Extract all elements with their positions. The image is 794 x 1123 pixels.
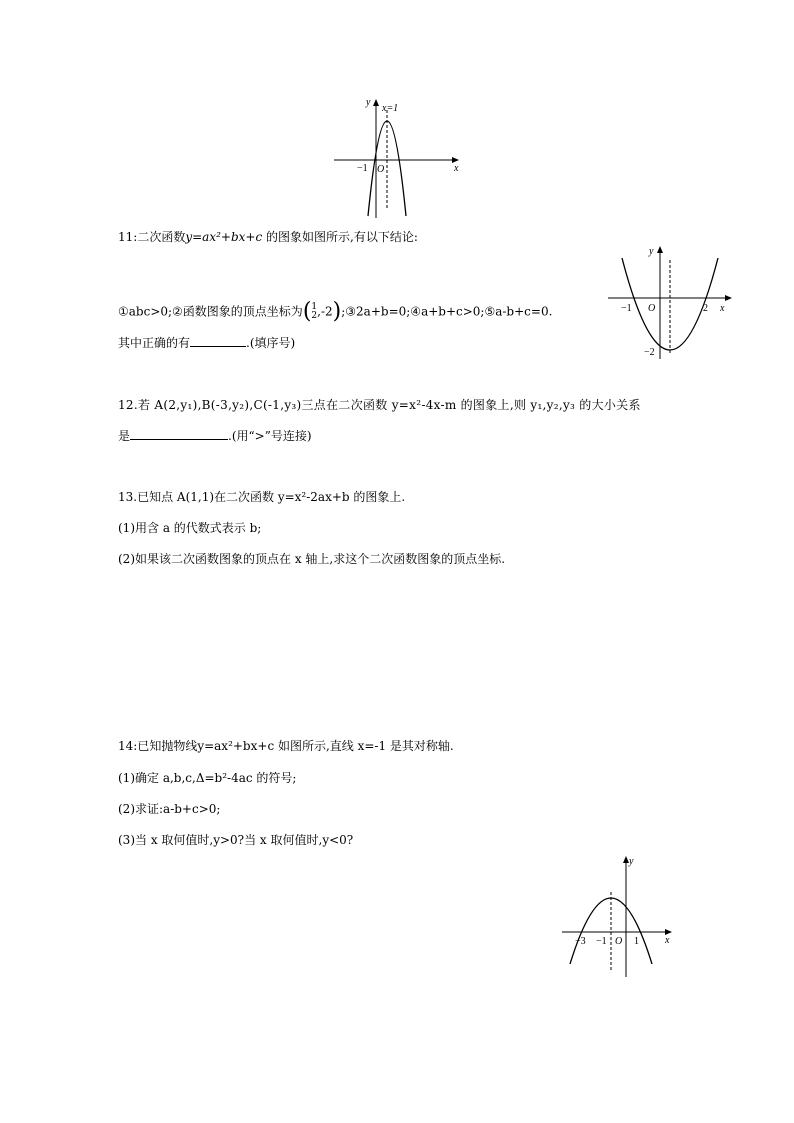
q11-line2 — [118, 299, 553, 324]
q12-answer-blank[interactable] — [130, 427, 228, 440]
q12-prefix: 是 — [118, 429, 131, 443]
origin-label: O — [377, 164, 385, 175]
q14-line3 — [118, 801, 220, 817]
tick-minus1: −1 — [596, 936, 607, 947]
tick-2: 2 — [703, 303, 708, 314]
q11-answer-blank[interactable] — [190, 334, 246, 347]
frac-num: 1 — [311, 302, 318, 312]
tick-minus1: −1 — [621, 303, 632, 314]
q13-stem: 13.已知点 A(1,1)在二次函数 y=x²-2ax+b 的图象上. — [118, 490, 406, 504]
symmetry-label: x=1 — [382, 103, 399, 114]
paren-close: ) — [332, 299, 342, 324]
y-label: y — [629, 856, 634, 867]
q11-line3 — [118, 334, 295, 351]
paren-open: ( — [302, 299, 312, 324]
q11-line1 — [118, 229, 418, 245]
q14-line1 — [118, 738, 454, 754]
q13-line2 — [118, 520, 261, 536]
q13-part2: (2)如果该二次函数图象的顶点在 x 轴上,求这个二次函数图象的顶点坐标. — [118, 552, 506, 566]
top-parabola-figure — [332, 96, 467, 221]
q11-answer-prefix: 其中正确的有 — [118, 336, 191, 350]
q14-line4 — [118, 832, 353, 848]
y-label: y — [649, 246, 654, 257]
q12-suffix: .(用“>”号连接) — [228, 429, 312, 443]
y-axis-arrow — [373, 99, 379, 106]
q11-prefix: 11:二次函数 — [118, 230, 186, 244]
q13-line1 — [118, 489, 405, 505]
y-label: y — [366, 97, 371, 108]
x-label: x — [720, 303, 725, 314]
q14-part3: (3)当 x 取何值时,y>0?当 x 取何值时,y<0? — [118, 833, 354, 847]
q11-parabola-figure — [604, 242, 736, 362]
q14-stem: 14:已知抛物线y=ax²+bx+c 如图所示,直线 x=-1 是其对称轴. — [118, 739, 454, 753]
origin-label: O — [648, 303, 656, 314]
q12-line2 — [118, 427, 312, 444]
y-axis-arrow — [657, 246, 663, 253]
vertex-y: ,-2 — [317, 304, 333, 319]
tick-minus1: −1 — [357, 163, 368, 174]
q14-line2 — [118, 770, 296, 786]
q12-line1 — [118, 397, 641, 413]
tick-minus3: −3 — [575, 936, 586, 947]
q11-suffix: 的图象如图所示,有以下结论: — [262, 230, 418, 244]
tick-minus2: −2 — [644, 347, 655, 358]
q11-s2: ;③2a+b=0;④a+b+c>0;⑤a-b+c=0. — [341, 304, 553, 319]
q11-answer-suffix: .(填序号) — [246, 336, 296, 350]
q11-formula: y=ax²+bx+c — [185, 230, 263, 244]
q13-part1: (1)用含 a 的代数式表示 b; — [118, 521, 262, 535]
q13-line3 — [118, 551, 505, 567]
q14-parabola-figure — [560, 852, 680, 980]
x-label: x — [454, 163, 459, 174]
origin-label: O — [615, 936, 623, 947]
frac-den: 2 — [311, 311, 318, 321]
q12-text: 12.若 A(2,y₁),B(-3,y₂),C(-1,y₃)三点在二次函数 y=x²-4x-m 的图象上,则 y₁,y₂,y₃ 的大小关系 — [118, 398, 641, 412]
tick-1: 1 — [634, 936, 639, 947]
q14-part1: (1)确定 a,b,c,Δ=b²-4ac 的符号; — [118, 771, 297, 785]
x-axis-arrow — [725, 295, 732, 301]
x-label: x — [665, 935, 670, 946]
q11-s1: ①abc>0;②函数图象的顶点坐标为 — [118, 304, 303, 319]
q14-part2: (2)求证:a-b+c>0; — [118, 802, 221, 816]
